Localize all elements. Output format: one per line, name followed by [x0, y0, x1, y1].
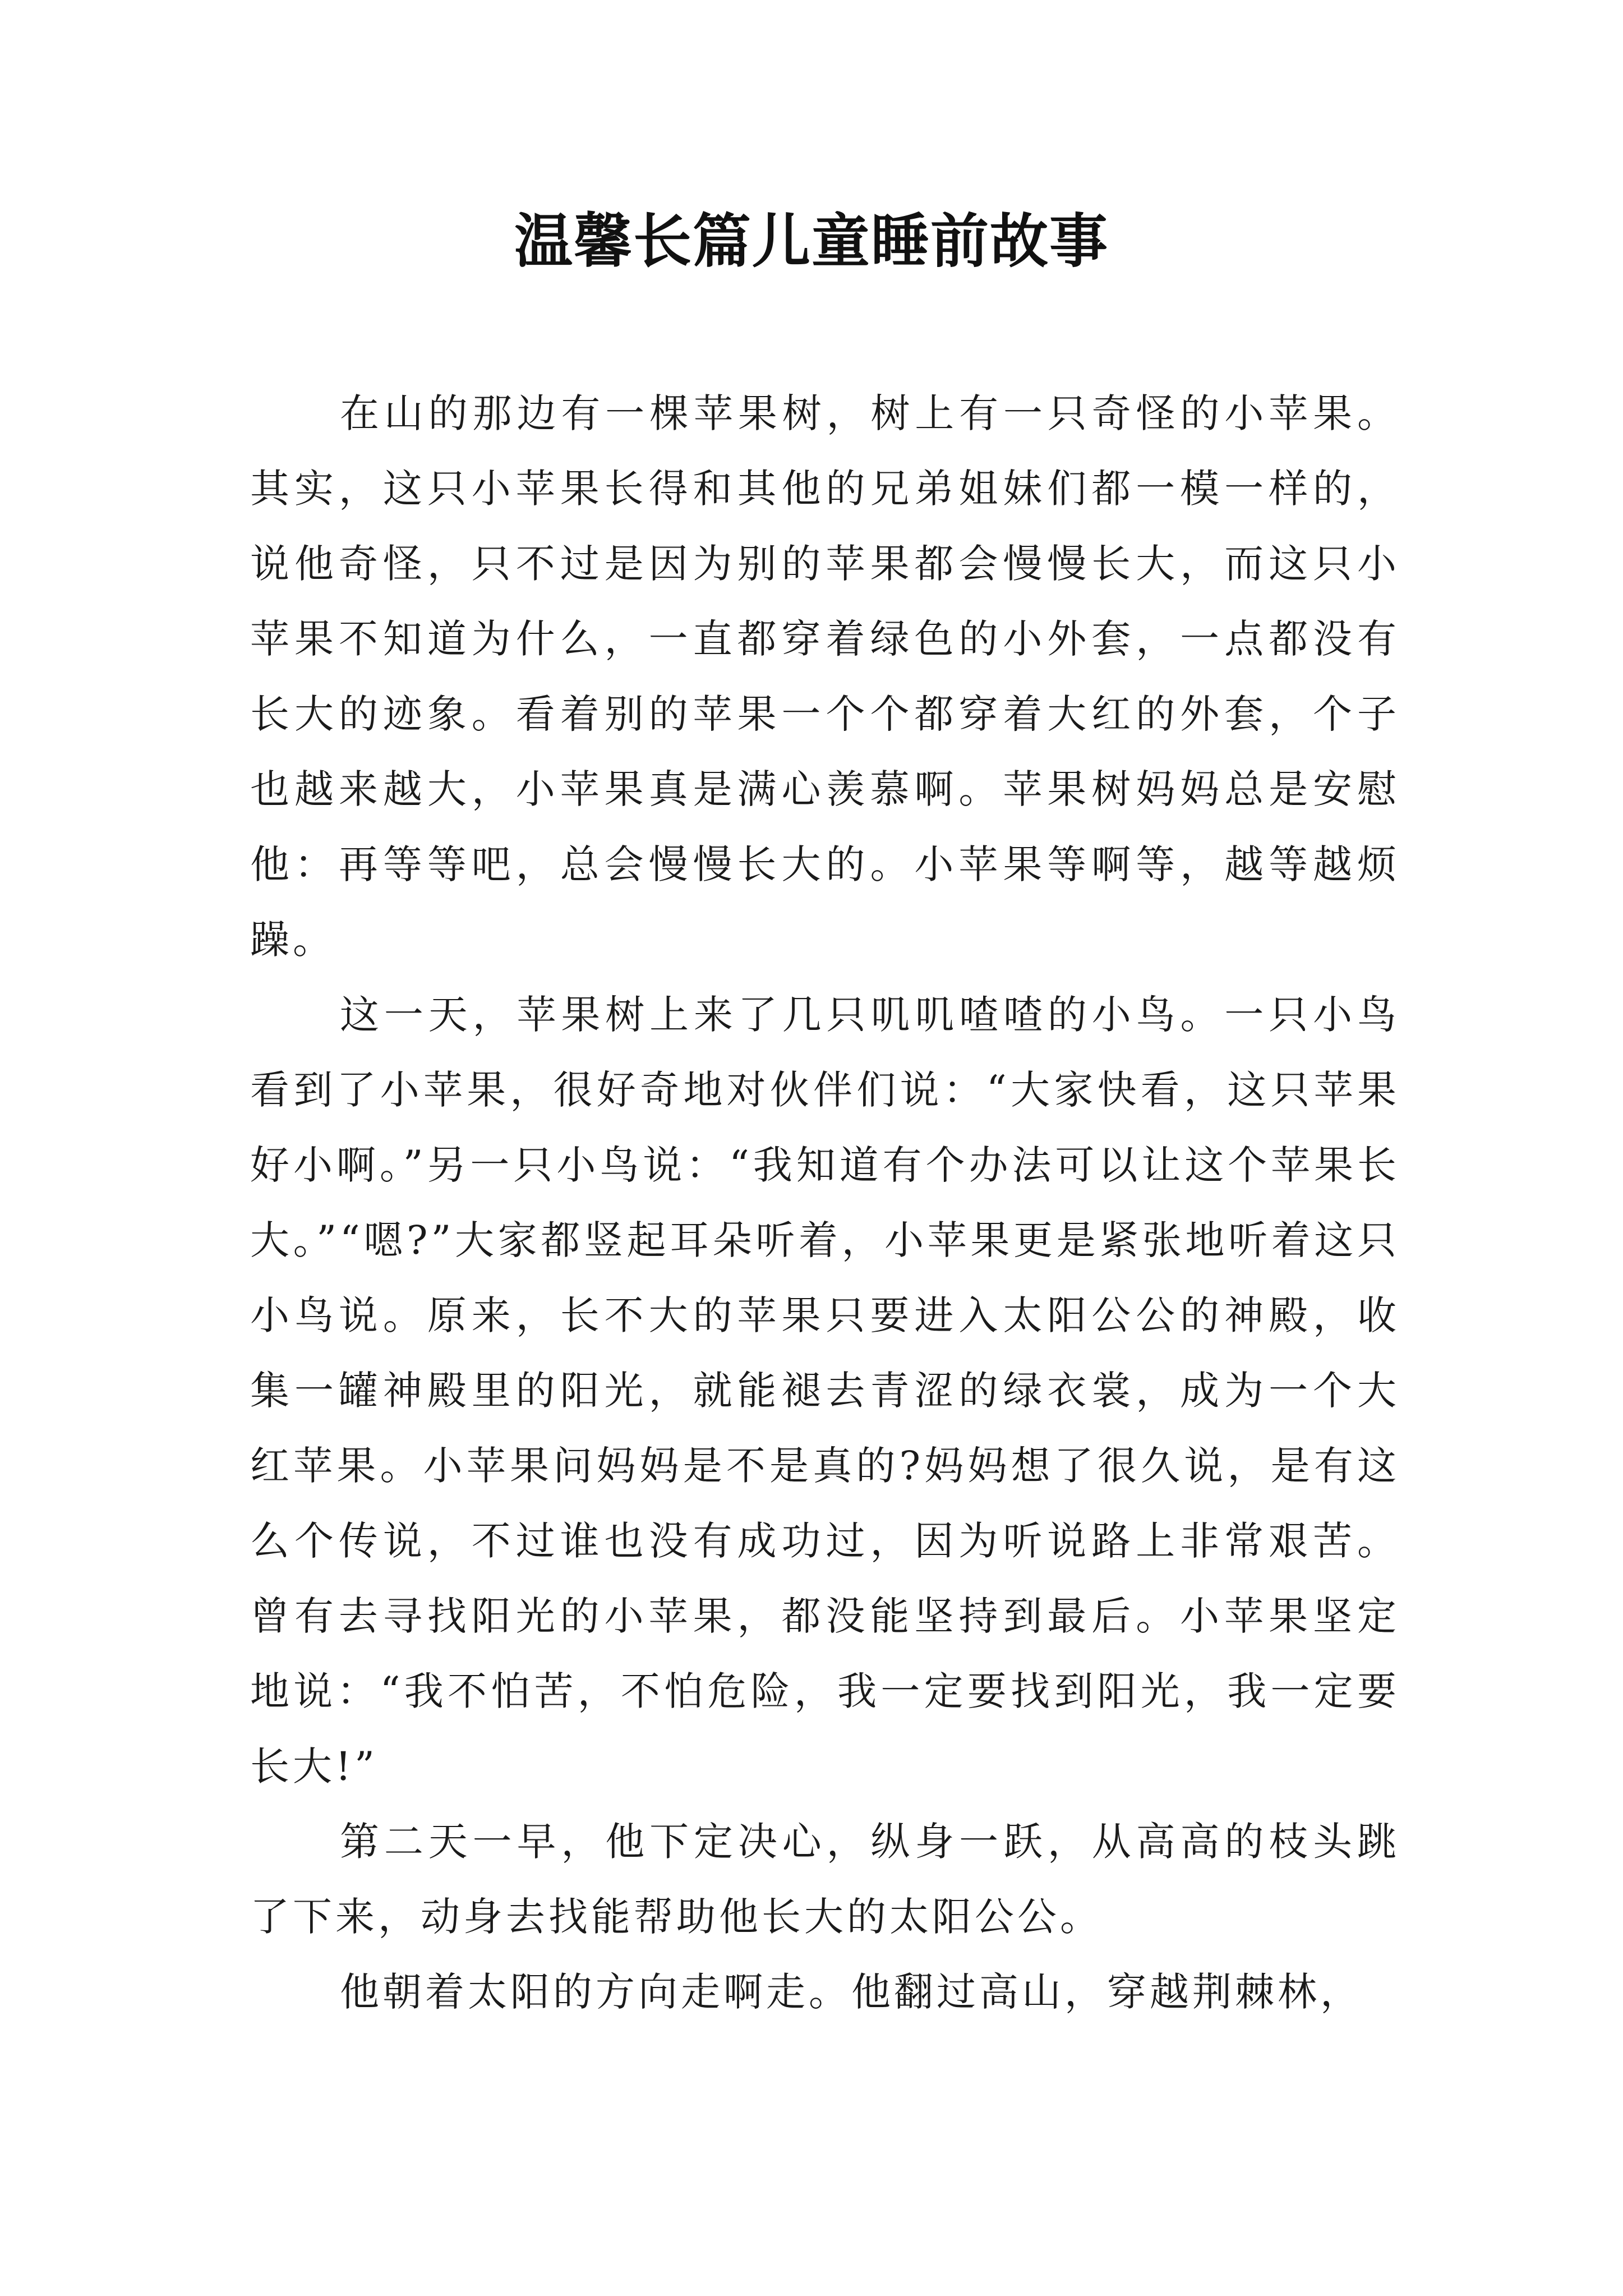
paragraph: 这一天，苹果树上来了几只叽叽喳喳的小鸟。一只小鸟看到了小苹果，很好奇地对伙伴们说：“大家快看，这只苹果好小啊。”另一只小鸟说：“我知道有个办法可以让这个苹果长大。”“嗯?”大家都竖起耳朵听着，小苹果更是紧张地听着这只小鸟说。原来，长不大的苹果只要进入太阳公公的神殿，收集一罐神殿里的阳光，就能褪去青涩的绿衣裳，成为一个大红苹果。小苹果问妈妈是不是真的?妈妈想了很久说，是有这么个传说，不过谁也没有成功过，因为听说路上非常艰苦。曾有去寻找阳光的小苹果，都没能坚持到最后。小苹果坚定地说：“我不怕苦，不怕危险，我一定要找到阳光，我一定要长大!”: [250, 992, 1400, 1789]
document-body: [250, 376, 1400, 2030]
paragraph: 在山的那边有一棵苹果树，树上有一只奇怪的小苹果。其实，这只小苹果长得和其他的兄弟姐妹们都一模一样的，说他奇怪，只不过是因为别的苹果都会慢慢长大，而这只小苹果不知道为什么，一直都穿着绿色的小外套，一点都没有长大的迹象。看着别的苹果一个个都穿着大红的外套，个子也越来越大，小苹果真是满心羡慕啊。苹果树妈妈总是安慰他：再等等吧，总会慢慢长大的。小苹果等啊等，越等越烦躁。: [250, 390, 1400, 963]
paragraph: 他朝着太阳的方向走啊走。他翻过高山，穿越荆棘林，: [340, 1969, 1363, 2015]
document-title: 温馨长篇儿童睡前故事: [514, 206, 1109, 275]
paragraph: 第二天一早，他下定决心，纵身一跃，从高高的枝头跳了下来，动身去找能帮助他长大的太阳公公。: [250, 1819, 1400, 1940]
